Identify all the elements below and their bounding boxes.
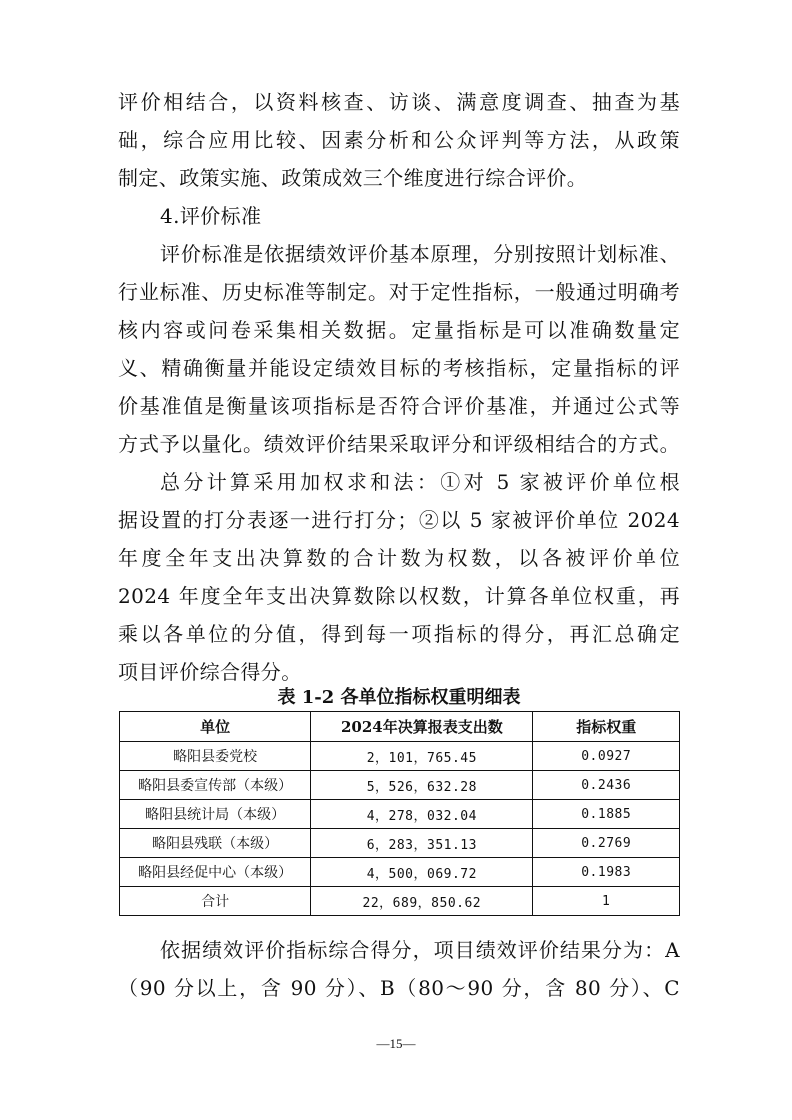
table-caption: 表 1-2 各单位指标权重明细表 <box>277 687 521 708</box>
table-row <box>120 829 680 858</box>
weights-table <box>119 711 680 916</box>
amount-cell: 4，278，032.04 <box>311 800 533 829</box>
unit-cell: 略阳县经促中心（本级） <box>120 858 311 887</box>
weight-cell: 1 <box>533 887 680 916</box>
weight-cell: 0.1983 <box>533 858 680 887</box>
unit-cell: 略阳县委党校 <box>120 742 311 771</box>
unit-cell: 略阳县残联（本级） <box>120 829 311 858</box>
body-line: 方式予以量化。绩效评价结果采取评分和评级相结合的方式。 <box>118 432 680 456</box>
weight-cell: 0.1885 <box>533 800 680 829</box>
table-row <box>120 771 680 800</box>
body-line: 行业标准、历史标准等制定。对于定性指标，一般通过明确考 <box>118 280 680 304</box>
unit-cell: 略阳县委宣传部（本级） <box>120 771 311 800</box>
weight-cell: 0.2769 <box>533 829 680 858</box>
body-line: 乘以各单位的分值，得到每一项指标的得分，再汇总确定 <box>118 622 680 646</box>
amount-cell: 2，101，765.45 <box>311 742 533 771</box>
weight-cell: 0.0927 <box>533 742 680 771</box>
amount-cell: 22，689，850.62 <box>311 887 533 916</box>
body-line: 评价标准是依据绩效评价基本原理，分别按照计划标准、 <box>160 242 680 266</box>
body-line: 据设置的打分表逐一进行打分；②以 5 家被评价单位 2024 <box>118 508 680 532</box>
amount-cell: 4，500，069.72 <box>311 858 533 887</box>
amount-cell: 5，526，632.28 <box>311 771 533 800</box>
body-line: （90 分以上，含 90 分）、B（80～90 分，含 80 分）、C <box>118 976 680 1000</box>
amount-cell: 6，283，351.13 <box>311 829 533 858</box>
unit-cell: 略阳县统计局（本级） <box>120 800 311 829</box>
body-line: 2024 年度全年支出决算数除以权数，计算各单位权重，再 <box>118 584 680 608</box>
body-line: 年度全年支出决算数的合计数为权数，以各被评价单位 <box>118 546 680 570</box>
body-line: 总分计算采用加权求和法：①对 5 家被评价单位根 <box>160 470 680 494</box>
body-line: 制定、政策实施、政策成效三个维度进行综合评价。 <box>118 166 588 190</box>
section-heading: 4.评价标准 <box>160 204 262 228</box>
body-line: 础，综合应用比较、因素分析和公众评判等方法，从政策 <box>118 128 680 152</box>
table-row <box>120 742 680 771</box>
table-row <box>120 858 680 887</box>
weight-cell: 0.2436 <box>533 771 680 800</box>
page-number: —15— <box>376 1036 416 1051</box>
table-header-cell: 单位 <box>120 712 311 742</box>
body-line: 核内容或问卷采集相关数据。定量指标是可以准确数量定 <box>118 318 680 342</box>
body-line: 价基准值是衡量该项指标是否符合评价基准，并通过公式等 <box>118 394 680 418</box>
body-line: 项目评价综合得分。 <box>118 660 302 684</box>
table-total-row <box>120 887 680 916</box>
table-header-cell: 2024年决算报表支出数 <box>311 712 533 742</box>
body-line: 依据绩效评价指标综合得分，项目绩效评价结果分为：A <box>160 938 680 962</box>
unit-cell: 合计 <box>120 887 311 916</box>
table-header-row <box>120 712 680 742</box>
body-line: 评价相结合，以资料核查、访谈、满意度调查、抽查为基 <box>118 90 680 114</box>
table-header-cell: 指标权重 <box>533 712 680 742</box>
table-row <box>120 800 680 829</box>
body-line: 义、精确衡量并能设定绩效目标的考核指标，定量指标的评 <box>118 356 680 380</box>
